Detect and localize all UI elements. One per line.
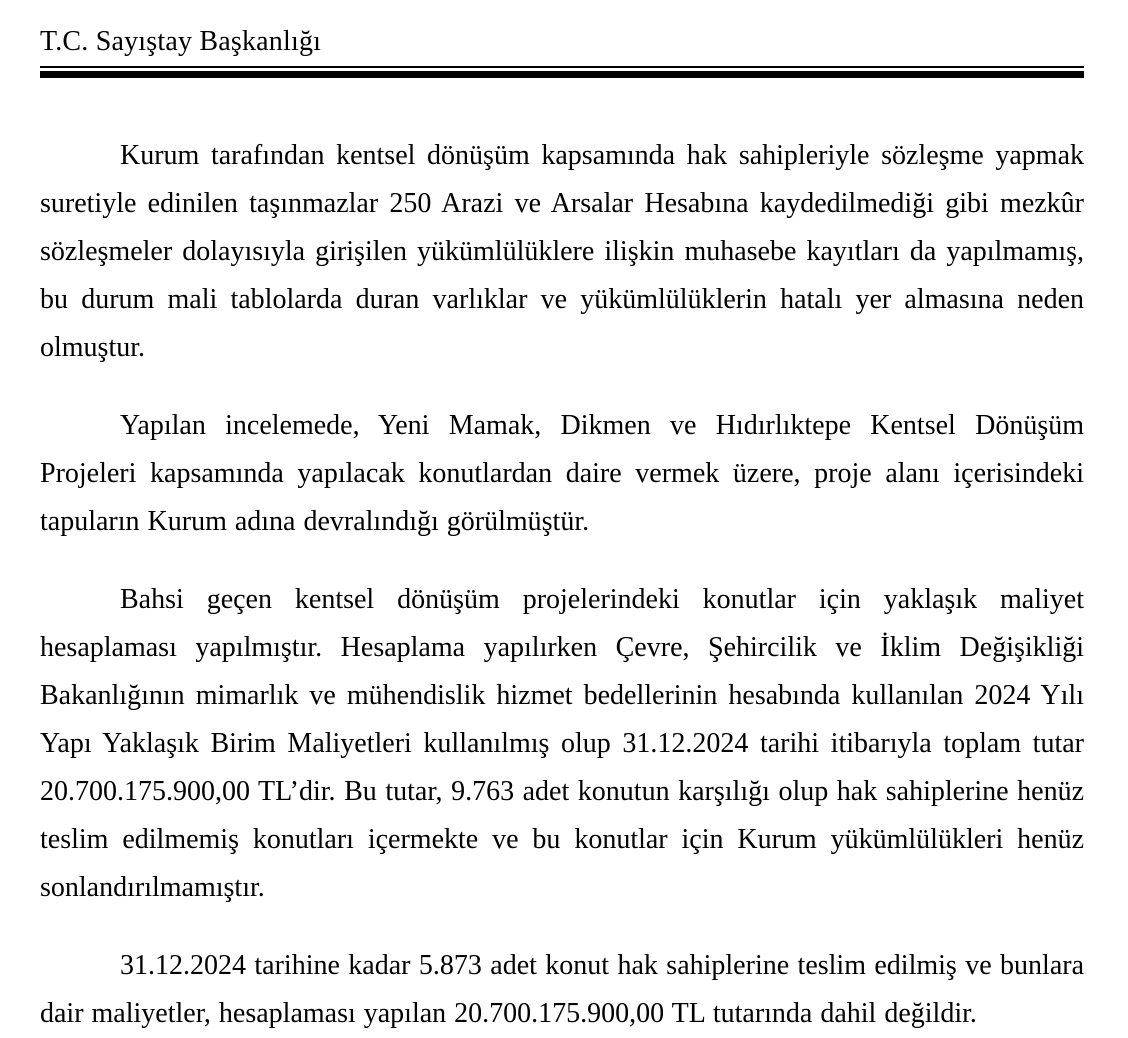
header-rule [40,66,1084,78]
paragraph-accounting-finding: Kurum tarafından kentsel dönüşüm kapsamında hak sahipleriyle sözleşme yapmak suretiyle edinilen taşınmazlar 250 Arazi ve Arsalar Hesabına kaydedilmediği gibi mezkûr sözleşmeler dolayısıyla girişilen yükümlülüklere ilişkin muhasebe kayıtları da yapılmamış, bu durum mali tablolarda duran varlıklar ve yükümlülüklerin hatalı yer almasına neden olmuştur. [40,140,1084,363]
document-header [40,24,1084,78]
page-title: T.C. Sayıştay Başkanlığı [40,26,322,57]
paragraph-inspection-projects: Yapılan incelemede, Yeni Mamak, Dikmen ve Hıdırlıktepe Kentsel Dönüşüm Projeleri kapsamında yapılacak konutlardan daire vermek üzere, proje alanı içerisindeki tapuların Kurum adına devralındığı görülmüştür. [40,410,1084,537]
document-body [40,132,1084,1038]
paragraph-delivered-units: 31.12.2024 tarihine kadar 5.873 adet konut hak sahiplerine teslim edilmiş ve bunlara dair maliyetler, hesaplaması yapılan 20.700.175.900,00 TL tutarında dahil değildir. [40,950,1084,1029]
paragraph-cost-calculation: Bahsi geçen kentsel dönüşüm projelerindeki konutlar için yaklaşık maliyet hesaplaması yapılmıştır. Hesaplama yapılırken Çevre, Şehircilik ve İklim Değişikliği Bakanlığının mimarlık ve mühendislik hizmet bedellerinin hesabında kullanılan 2024 Yılı Yapı Yaklaşık Birim Maliyetleri kullanılmış olup 31.12.2024 tarihi itibarıyla toplam tutar 20.700.175.900,00 TL’dir. Bu tutar, 9.763 adet konutun karşılığı olup hak sahiplerine henüz teslim edilmemiş konutları içermekte ve bu konutlar için Kurum yükümlülükleri henüz sonlandırılmamıştır. [40,584,1084,903]
